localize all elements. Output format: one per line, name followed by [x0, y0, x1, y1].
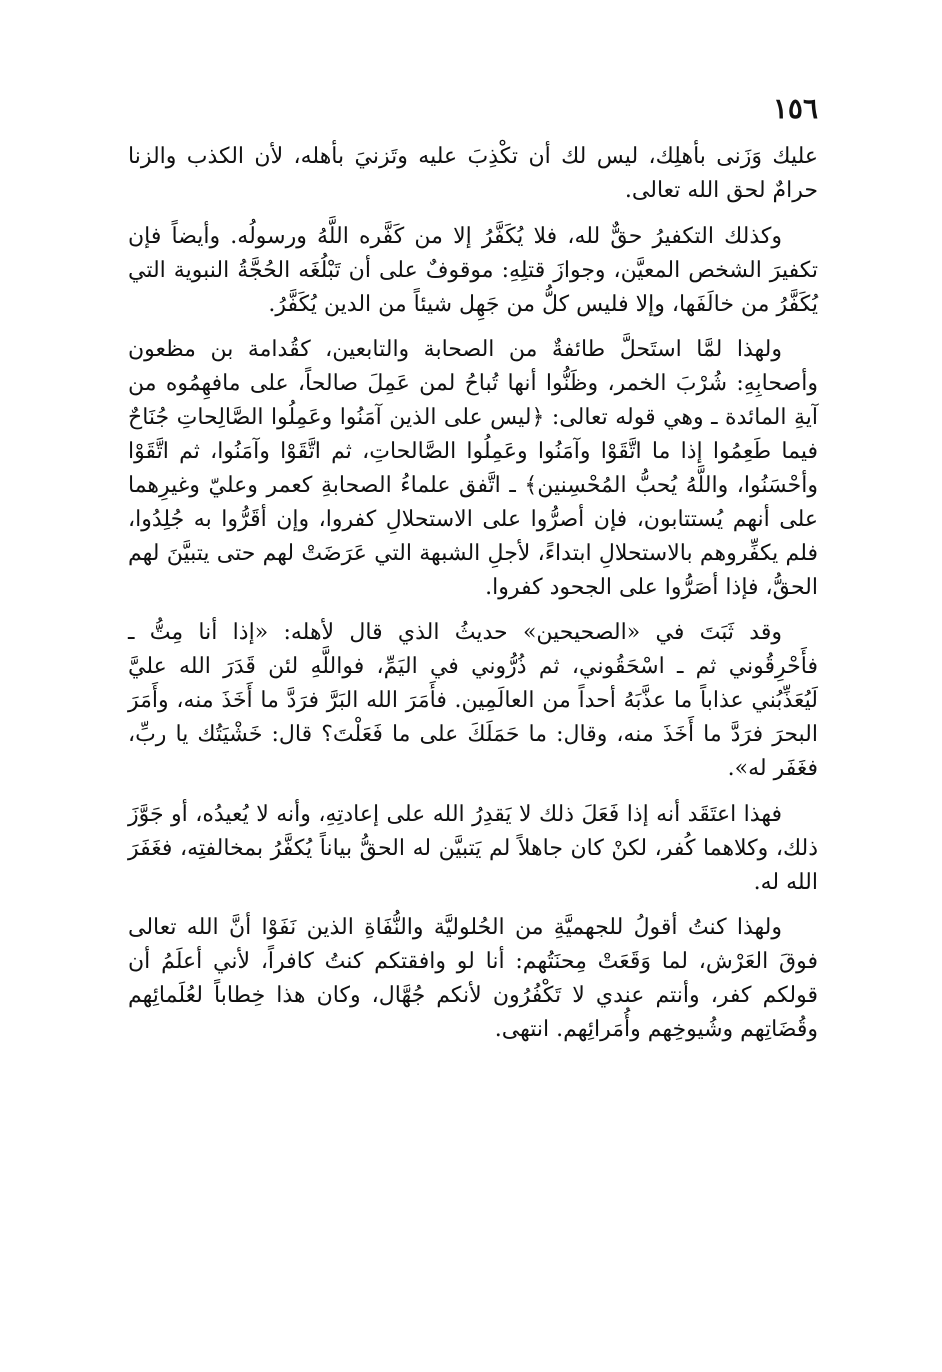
paragraph-6: ولهذا كنتُ أقولُ للجهميَّةِ من الحُلوليَّة والنُّفَاةِ الذين نَفَوْا أنَّ الله تعالى فوقَ العَرْش، لما وَقَعَتْ مِحنَتُهم: أنا لو وافقتكم كنتُ كافراً، لأني أعلَمُ أن قولكم كفر، وأنتم عندي لا تَكْفُرُون لأنكم جُهَّال، وكان هذا خِطاباً لعُلَمائِهم وقُضَاتِهم وشُيوخِهم وأُمَرائِهم. انتهى.: [128, 915, 818, 1042]
page-number: ١٥٦: [772, 92, 818, 125]
paragraph-3: ولهذا لمَّا استَحلَّ طائفةٌ من الصحابة والتابعين، كقُدامة بن مظعون وأصحابِهِ: شُرْبَ الخمر، وظَنُّوا أنها تُباحُ لمن عَمِلَ صالحاً، على مافهِمُوه من آيةِ المائدة ـ وهي قوله تعالى: ﴿ليس على الذين آمَنُوا وعَمِلُوا الصَّالِحاتِ جُنَاحٌ فيما طَعِمُوا إذا ما اتَّقَوْا وآمَنُوا وعَمِلُوا الصَّالحاتِ، ثم اتَّقَوْا وآمَنُوا، ثم اتَّقَوْا وأحْسَنُوا، واللَّهُ يُحبُّ المُحْسِنين﴾ ـ اتَّفق علماءُ الصحابةِ كعمر وعليّ وغيرِهما على أنهم يُستتابون، فإن أصرُّوا على الاستحلالِ كفروا، وإن أقَرُّوا به جُلِدُوا، فلم يكفِّروهم بالاستحلالِ ابتداءً، لأجلِ الشبهة التي عَرَضَتْ لهم حتى يتبيَّنَ لهم الحقُّ، فإذا أصَرُّوا على الجحود كفروا.: [128, 337, 818, 600]
page-body: [128, 140, 818, 1059]
paragraph-1: عليك وَزَنى بأهلِك، ليس لك أن تكْذِبَ عليه وتَزنيَ بأهله، لأن الكذب والزنا حرامٌ لحق الله تعالى.: [128, 144, 818, 203]
paragraph-2: وكذلك التكفيرُ حقٌّ لله، فلا يُكَفَّرُ إلا من كَفَّره اللَّهُ ورسولُه. وأيضاً فإن تكفيرَ الشخص المعيَّن، وجوازَ قتلِهِ: موقوفٌ على أن تَبْلُغَه الحُجَّةُ النبوية التي يُكَفَّرُ من خالَفَها، وإلا فليس كلُّ من جَهِل شيئاً من الدين يُكَفَّرُ.: [128, 223, 818, 317]
paragraph-4: وقد ثَبَتَ في «الصحيحين» حديثُ الذي قال لأهله: «إذا أنا مِتُّ ـ فأَحْرِقُوني ثم ـ اسْحَقُوني، ثم ذُرُّوني في اليَمِّ، فواللَّهِ لئن قَدَرَ الله عليَّ لَيُعَذِّبُني عذاباً ما عذَّبَهُ أحداً من العالَمِين. فأَمَرَ الله البَرَّ فرَدَّ ما أَخَذَ منه، وأَمَرَ البحرَ فرَدَّ ما أَخَذَ منه، وقال: ما حَمَلَكَ على ما فَعَلْتَ؟ قال: خَشْيَتُك يا ربِّ، فغَفَر له».: [128, 620, 818, 781]
paragraph-5: فهذا اعتَقَد أنه إذا فَعَلَ ذلك لا يَقدِرُ الله على إعادتِهِ، وأنه لا يُعيدُه، أو جَوَّزَ ذلك، وكلاهما كُفر، لكنْ كان جاهلاً لم يَتبيَّن له الحقُّ بياناً يُكفَّرُ بمخالفتِه، فغَفَرَ الله له.: [128, 801, 818, 895]
